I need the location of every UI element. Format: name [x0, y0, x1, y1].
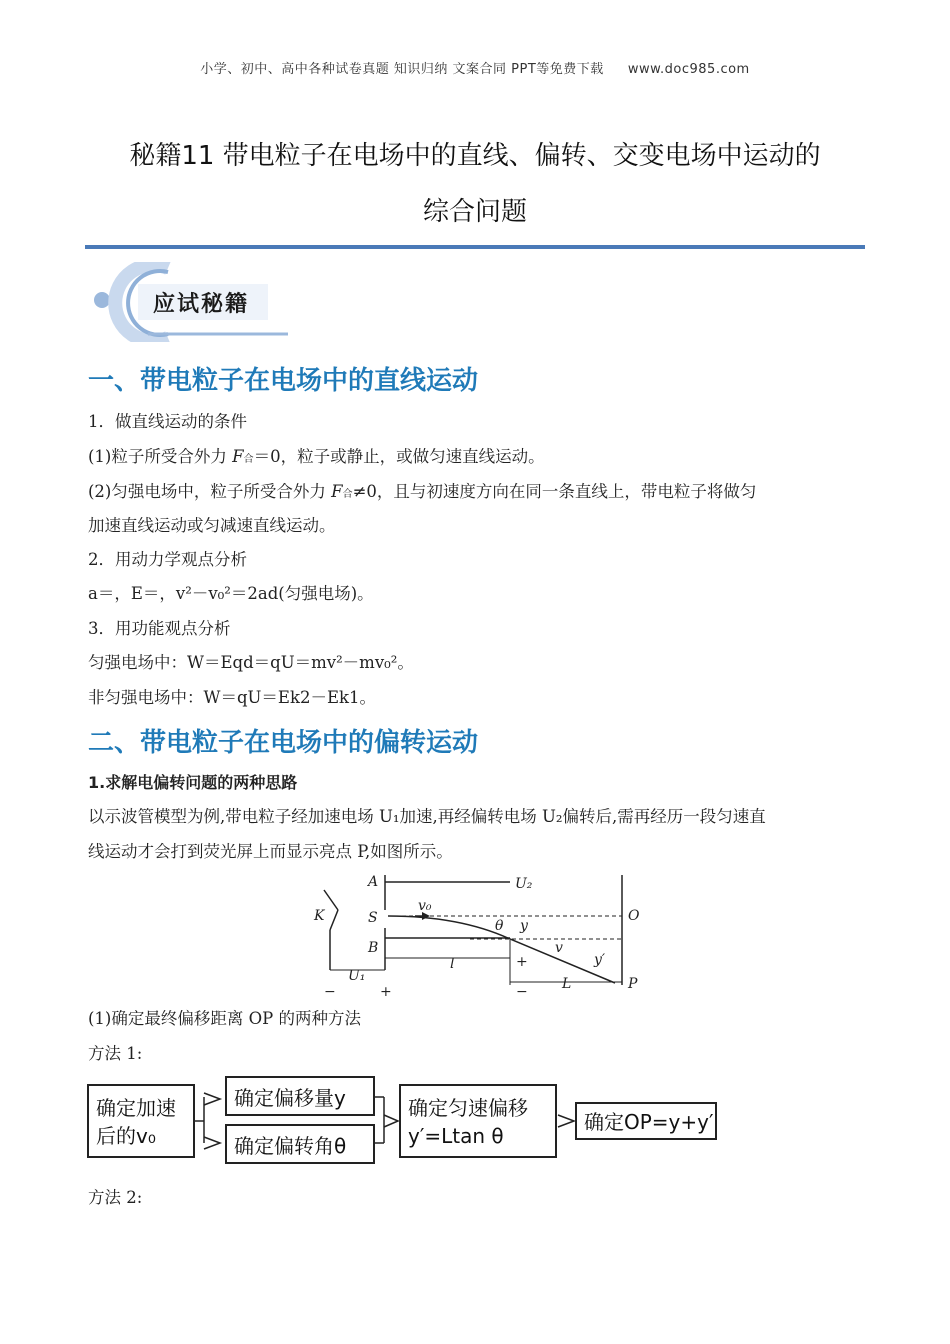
header-url[interactable]: www.doc985.com — [627, 62, 750, 77]
label-theta: θ — [495, 918, 504, 934]
label-P: P — [628, 976, 638, 992]
s1-condition-2-cont: 加速直线运动或匀减速直线运动。 — [88, 516, 336, 535]
badge-label: 应试秘籍 — [153, 292, 250, 317]
label-U1: U₁ — [348, 968, 366, 984]
label-L: L — [562, 976, 572, 992]
page-title — [60, 128, 890, 240]
s1-formula-uniform: 匀强电场中：W＝Eqd＝qU＝mv²－mv₀²。 — [88, 653, 414, 672]
label-B: B — [368, 940, 379, 956]
s2-item-1: 1.求解电偏转问题的两种思路 — [88, 773, 298, 792]
flow-box-1-line-1: 确定加速 — [96, 1096, 176, 1120]
s1-condition-2: (2)匀强电场中，粒子所受合外力 F合≠0，且与初速度方向在同一条直线上，带电粒子将做匀 — [88, 482, 757, 501]
flow-box-2: 确定偏移量y — [234, 1086, 346, 1110]
s1-item-3: 3．用功能观点分析 — [88, 619, 231, 638]
title-line-1: 秘籍11 带电粒子在电场中的直线、偏转、交变电场中运动的 — [129, 141, 821, 171]
label-l: l — [450, 956, 455, 972]
label-minus-2: − — [516, 984, 528, 1000]
title-line-2: 综合问题 — [422, 197, 527, 227]
s1-item-1: 1．做直线运动的条件 — [88, 412, 247, 431]
s1-formula-nonuniform: 非匀强电场中：W＝qU＝Ek2－Ek1。 — [88, 688, 377, 707]
section-1-heading: 一、带电粒子在电场中的直线运动 — [88, 366, 479, 396]
title-divider — [85, 245, 865, 249]
section-2-heading: 二、带电粒子在电场中的偏转运动 — [88, 728, 479, 758]
label-plus-1: + — [380, 984, 392, 1000]
s2-method-2: 方法 2: — [88, 1188, 143, 1207]
label-y-prime: y′ — [594, 952, 606, 968]
s2-method-1: 方法 1: — [88, 1044, 143, 1063]
s1-formula-dynamics: a＝，E＝，v²－v₀²＝2ad(匀强电场)。 — [88, 584, 374, 603]
s2-paragraph-2: 线运动才会打到荧光屏上而显示亮点 P,如图所示。 — [88, 842, 453, 861]
header-text: 小学、初中、高中各种试卷真题 知识归纳 文案合同 PPT等免费下载 — [200, 62, 604, 77]
label-O: O — [628, 908, 640, 924]
method-1-flowchart — [86, 1075, 726, 1165]
label-minus-1: − — [324, 984, 336, 1000]
flow-box-4-line-2: y′=Ltan θ — [408, 1124, 504, 1148]
page-header — [0, 58, 950, 77]
s2-method-title: (1)确定最终偏移距离 OP 的两种方法 — [88, 1009, 361, 1028]
s1-condition-1: (1)粒子所受合外力 F合＝0，粒子或静止，或做匀速直线运动。 — [88, 447, 545, 466]
flow-box-5: 确定OP=y+y′ — [584, 1110, 714, 1134]
oscilloscope-diagram — [310, 870, 650, 1000]
s1-item-2: 2．用动力学观点分析 — [88, 550, 247, 569]
label-A: A — [368, 874, 379, 890]
label-plus-2: + — [516, 954, 528, 970]
label-y: y — [520, 918, 528, 934]
label-v: v — [555, 940, 563, 956]
label-U2: U₂ — [515, 876, 533, 892]
label-S: S — [368, 910, 378, 926]
flow-box-1-line-2: 后的v₀ — [96, 1124, 156, 1148]
flow-box-4-line-1: 确定匀速偏移 — [408, 1096, 528, 1120]
label-K: K — [314, 908, 325, 924]
flow-box-3: 确定偏转角θ — [234, 1134, 347, 1158]
s2-paragraph-1: 以示波管模型为例,带电粒子经加速电场 U₁加速,再经偏转电场 U₂偏转后,需再经历一段匀速直 — [88, 807, 766, 826]
label-v0: v₀ — [418, 898, 432, 914]
